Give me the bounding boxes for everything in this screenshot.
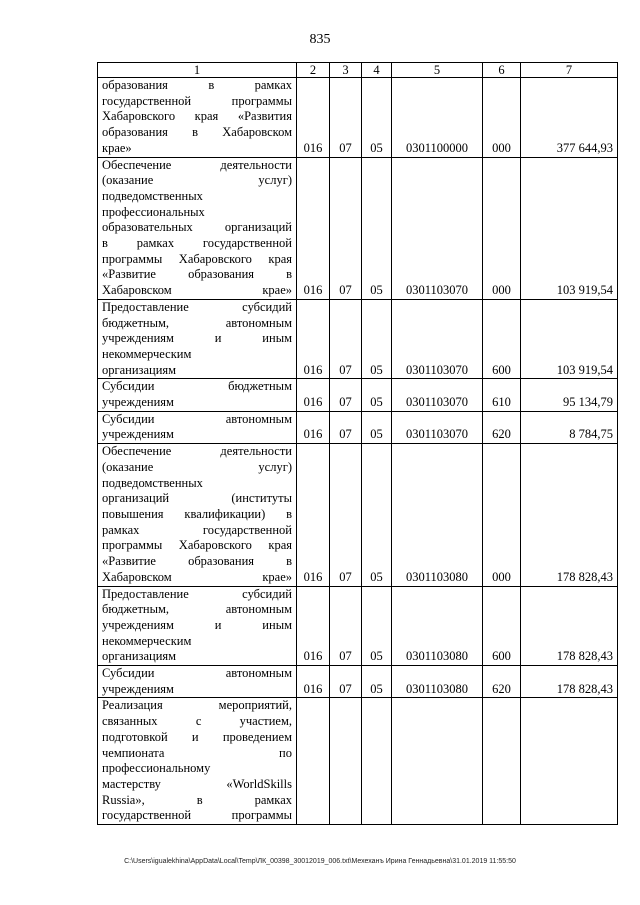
code-cell: 05: [362, 157, 392, 299]
code-cell: 05: [362, 379, 392, 411]
row-description: [98, 586, 297, 666]
table-row: [98, 379, 618, 411]
description-line: «Развитие образования в: [102, 554, 292, 569]
code-cell: 016: [297, 379, 330, 411]
description-line: мастерству «WorldSkills: [102, 776, 292, 791]
code-cell: 016: [297, 444, 330, 586]
code-cell: 0301103080: [392, 666, 483, 698]
description-line: Субсидии бюджетным: [102, 379, 292, 394]
code-cell: 07: [330, 379, 362, 411]
code-cell: 000: [483, 78, 521, 158]
description-line: программы Хабаровского края: [102, 251, 292, 266]
amount-cell: 95 134,79: [521, 379, 618, 411]
code-cell: 05: [362, 444, 392, 586]
code-cell: 07: [330, 411, 362, 443]
description-line: Субсидии автономным: [102, 666, 292, 681]
code-cell: 07: [330, 78, 362, 158]
code-cell: [483, 698, 521, 825]
code-cell: 016: [297, 586, 330, 666]
description-line: Хабаровском крае»: [102, 569, 292, 584]
table-row: [98, 666, 618, 698]
description-line: организаций (институты: [102, 491, 292, 506]
code-cell: 600: [483, 586, 521, 666]
code-cell: [297, 698, 330, 825]
row-description: [98, 666, 297, 698]
amount-cell: 178 828,43: [521, 586, 618, 666]
description-line: Хабаровского края «Развития: [102, 109, 292, 124]
code-cell: 0301103070: [392, 411, 483, 443]
header-cell: 3: [330, 63, 362, 78]
amount-cell: 178 828,43: [521, 444, 618, 586]
code-cell: 05: [362, 586, 392, 666]
row-description: [98, 78, 297, 158]
code-cell: 016: [297, 78, 330, 158]
description-line: государственной программы: [102, 808, 292, 823]
code-cell: 016: [297, 666, 330, 698]
amount-cell: 103 919,54: [521, 157, 618, 299]
description-line: подготовкой и проведением: [102, 729, 292, 744]
table-row: [98, 78, 618, 158]
header-cell: 7: [521, 63, 618, 78]
description-line: Предоставление субсидий: [102, 299, 292, 314]
amount-cell: 8 784,75: [521, 411, 618, 443]
description-line: организациям: [102, 362, 177, 377]
code-cell: 07: [330, 157, 362, 299]
code-cell: 07: [330, 666, 362, 698]
code-cell: 620: [483, 666, 521, 698]
budget-table: [97, 62, 618, 825]
description-line: некоммерческим: [102, 346, 192, 361]
code-cell: [362, 698, 392, 825]
code-cell: 05: [362, 666, 392, 698]
code-cell: 610: [483, 379, 521, 411]
description-line: Реализация мероприятий,: [102, 698, 292, 713]
description-line: бюджетным, автономным: [102, 602, 292, 617]
code-cell: [330, 698, 362, 825]
code-cell: 07: [330, 444, 362, 586]
description-line: Субсидии автономным: [102, 411, 292, 426]
amount-cell: [521, 698, 618, 825]
code-cell: 016: [297, 299, 330, 379]
code-cell: 0301103070: [392, 379, 483, 411]
row-description: [98, 698, 297, 825]
description-line: учреждениям: [102, 427, 174, 442]
description-line: некоммерческим: [102, 633, 192, 648]
description-line: рамках государственной: [102, 522, 292, 537]
table-row: [98, 444, 618, 586]
description-line: Хабаровском крае»: [102, 283, 292, 298]
description-line: учреждениям: [102, 395, 174, 410]
description-line: бюджетным, автономным: [102, 315, 292, 330]
code-cell: 05: [362, 411, 392, 443]
code-cell: 600: [483, 299, 521, 379]
description-line: связанных с участием,: [102, 714, 292, 729]
description-line: в рамках государственной: [102, 236, 292, 251]
description-line: подведомственных: [102, 188, 203, 203]
code-cell: 0301100000: [392, 78, 483, 158]
description-line: крае»: [102, 140, 132, 155]
header-cell: 1: [98, 63, 297, 78]
description-line: «Развитие образования в: [102, 267, 292, 282]
code-cell: 0301103070: [392, 299, 483, 379]
code-cell: 000: [483, 157, 521, 299]
description-line: государственной программы: [102, 93, 292, 108]
code-cell: 0301103070: [392, 157, 483, 299]
code-cell: 05: [362, 78, 392, 158]
code-cell: [392, 698, 483, 825]
description-line: Предоставление субсидий: [102, 586, 292, 601]
description-line: профессиональных: [102, 204, 205, 219]
code-cell: 016: [297, 411, 330, 443]
table-row: [98, 698, 618, 825]
description-line: учреждениям: [102, 681, 174, 696]
description-line: подведомственных: [102, 475, 203, 490]
description-line: чемпионата по: [102, 745, 292, 760]
amount-cell: 377 644,93: [521, 78, 618, 158]
table-row: [98, 586, 618, 666]
description-line: образования в рамках: [102, 78, 292, 92]
code-cell: 000: [483, 444, 521, 586]
page-number: 835: [309, 32, 331, 47]
row-description: [98, 299, 297, 379]
header-cell: 4: [362, 63, 392, 78]
description-line: Russia», в рамках: [102, 792, 292, 807]
row-description: [98, 411, 297, 443]
table-row: [98, 411, 618, 443]
row-description: [98, 379, 297, 411]
code-cell: 0301103080: [392, 444, 483, 586]
amount-cell: 178 828,43: [521, 666, 618, 698]
header-cell: 2: [297, 63, 330, 78]
header-cell: 6: [483, 63, 521, 78]
description-line: повышения квалификации) в: [102, 506, 292, 521]
row-description: [98, 444, 297, 586]
amount-cell: 103 919,54: [521, 299, 618, 379]
description-line: учреждениям и иным: [102, 331, 292, 346]
row-description: [98, 157, 297, 299]
description-line: организациям: [102, 649, 177, 664]
code-cell: 620: [483, 411, 521, 443]
description-line: учреждениям и иным: [102, 617, 292, 632]
code-cell: 0301103080: [392, 586, 483, 666]
footer-path: C:\Users\igualekhina\AppData\Local\Temp\ЛК_00398_30012019_006.txt\Мехеханъ Ирина Геннадьевна\31.01.2019 11:55:50: [124, 858, 516, 865]
description-line: программы Хабаровского края: [102, 538, 292, 553]
description-line: образования в Хабаровском: [102, 125, 292, 140]
code-cell: 016: [297, 157, 330, 299]
description-line: образовательных организаций: [102, 220, 292, 235]
code-cell: 07: [330, 586, 362, 666]
code-cell: 07: [330, 299, 362, 379]
header-row: [98, 63, 618, 78]
description-line: профессиональному: [102, 761, 211, 776]
table-row: [98, 299, 618, 379]
description-line: Обеспечение деятельности: [102, 157, 292, 172]
table-row: [98, 157, 618, 299]
header-cell: 5: [392, 63, 483, 78]
description-line: (оказание услуг): [102, 459, 292, 474]
description-line: Обеспечение деятельности: [102, 444, 292, 459]
description-line: (оказание услуг): [102, 173, 292, 188]
code-cell: 05: [362, 299, 392, 379]
